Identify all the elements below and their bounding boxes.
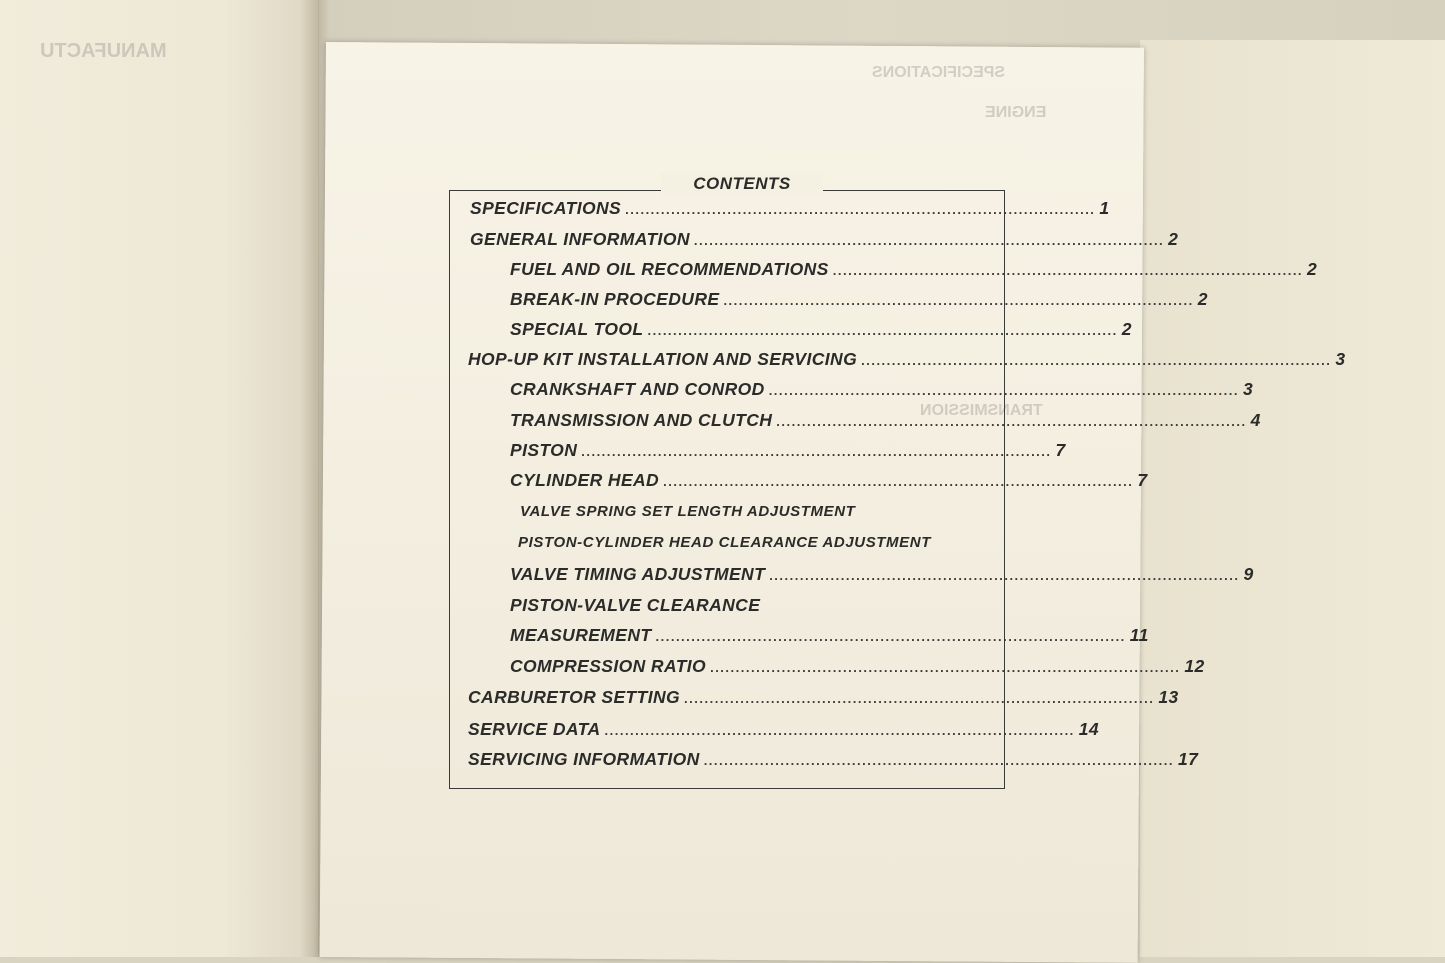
toc-entry-label: MEASUREMENT [510,625,652,645]
leader-dots: ............................................................................................ [768,383,1239,398]
toc-entry-page: 2 [1168,229,1179,249]
toc-entry-label: BREAK-IN PROCEDURE [510,289,720,309]
leader-dots: ............................................................................................ [604,723,1075,738]
toc-entry-label: VALVE SPRING SET LENGTH ADJUSTMENT [520,503,856,520]
toc-title: CONTENTS [661,172,823,196]
toc-entry-fuel-oil [510,257,1318,283]
toc-entry-valve-spring [520,500,855,524]
toc-entry-compression-ratio [510,654,1205,680]
bleed-heading-engine: ENGINE [985,104,1047,121]
toc-entry-cylinder-head [510,468,1148,494]
leader-dots: ............................................................................................ [776,414,1247,429]
toc-entry-label: SPECIFICATIONS [470,198,622,218]
leader-dots: ............................................................................................ [684,691,1155,706]
toc-entry-label: CARBURETOR SETTING [468,687,681,707]
toc-entry-label: FUEL AND OIL RECOMMENDATIONS [510,259,829,279]
toc-entry-label: COMPRESSION RATIO [510,656,707,676]
toc-entry-page: 7 [1055,440,1066,460]
toc-entry-label: SERVICE DATA [468,719,601,739]
toc-entry-measurement [510,623,1149,649]
toc-entry-carburetor [468,685,1179,711]
toc-entry-transmission [510,408,1261,434]
toc-entry-page: 11 [1129,625,1149,645]
toc-entry-valve-timing [510,562,1254,588]
toc-entry-page: 3 [1335,349,1346,369]
leader-dots: ............................................................................................ [769,568,1240,583]
toc-entry-general-information [470,227,1179,253]
toc-entry-page: 13 [1158,687,1179,707]
toc-entry-label: TRANSMISSION AND CLUTCH [510,410,773,430]
toc-entry-label: CYLINDER HEAD [510,470,660,490]
toc-entry-piston-cylinder-head [518,531,931,555]
underlying-page-edge [1140,40,1445,957]
leader-dots: ............................................................................................ [693,233,1165,248]
toc-entry-page: 17 [1177,749,1199,769]
bleed-heading-specifications: SPECIFICATIONS [872,64,1006,81]
toc-entry-page: 14 [1078,719,1100,739]
leader-dots: ............................................................................................ [723,293,1194,308]
toc-entry-page: 4 [1250,410,1261,430]
toc-entry-page: 12 [1184,656,1205,676]
leader-dots: ............................................................................................ [710,660,1181,675]
toc-entry-break-in [510,287,1208,313]
toc-entry-label: VALVE TIMING ADJUSTMENT [510,564,766,584]
toc-entry-label: HOP-UP KIT INSTALLATION AND SERVICING [468,349,858,369]
leader-dots: ............................................................................................ [581,444,1052,459]
toc-entry-piston [510,438,1066,464]
toc-entry-label: GENERAL INFORMATION [470,229,690,249]
bleed-heading-transmission: TRANSMISSION [920,402,1043,419]
leader-dots: ............................................................................................ [655,629,1126,644]
toc-entry-hop-up-kit [468,347,1346,373]
toc-entry-page: 9 [1243,564,1254,584]
leader-dots: ............................................................................................ [861,353,1332,368]
toc-entry-label: CRANKSHAFT AND CONROD [510,379,765,399]
leader-dots: ............................................................................................ [703,753,1174,768]
toc-entry-label: PISTON [510,440,578,460]
leader-dots: ............................................................................................ [663,474,1134,489]
toc-entry-page: 1 [1099,198,1110,218]
toc-entry-page: 2 [1121,319,1132,339]
toc-entry-service-data [468,717,1100,743]
toc-entry-page: 2 [1307,259,1318,279]
toc-entry-crankshaft [510,377,1254,403]
toc-entry-piston-valve [510,593,760,617]
toc-entry-servicing-information [468,747,1199,773]
toc-entry-special-tool [510,317,1132,343]
toc-entry-page: 7 [1137,470,1148,490]
toc-entry-page: 2 [1197,289,1208,309]
bleed-heading-left: MANUFACTU [40,40,167,62]
toc-entry-label: PISTON-VALVE CLEARANCE [510,595,761,615]
leader-dots: ............................................................................................ [625,202,1096,217]
toc-entry-label: SPECIAL TOOL [510,319,644,339]
leader-dots: ............................................................................................ [647,323,1118,338]
toc-entry-page: 3 [1242,379,1254,399]
toc-entry-label: PISTON-CYLINDER HEAD CLEARANCE ADJUSTMENT [518,534,931,551]
toc-entry-label: SERVICING INFORMATION [468,749,700,769]
toc-entry-specifications [470,196,1110,222]
leader-dots: ............................................................................................ [832,263,1304,278]
left-page [0,0,319,957]
